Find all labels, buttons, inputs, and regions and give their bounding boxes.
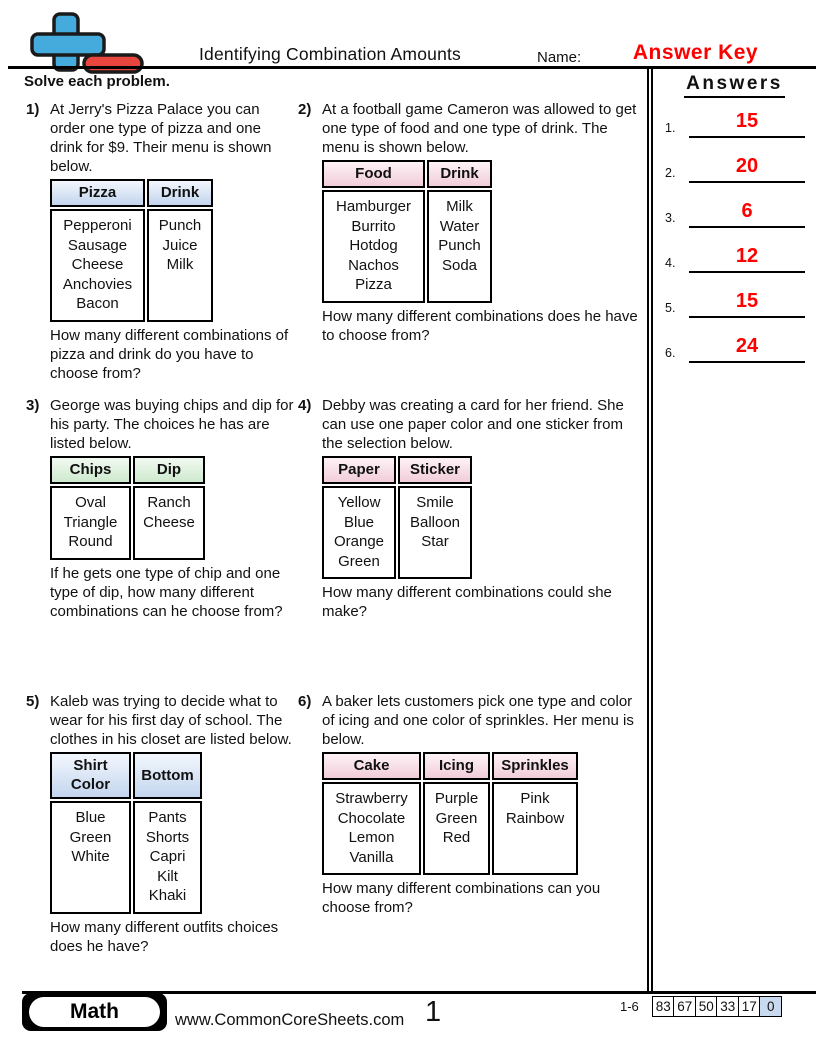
menu-table-cell (133, 801, 202, 914)
menu-table-header-row (50, 752, 202, 799)
menu-item: Red (442, 829, 471, 846)
menu-item: Triangle (63, 513, 118, 531)
answer-value: 15 (735, 290, 759, 312)
answer-item (665, 151, 813, 183)
menu-table-header-row (50, 456, 205, 484)
answer-number: 1. (665, 121, 676, 135)
score-cell: 0 (759, 996, 782, 1017)
site-url: www.CommonCoreSheets.com (175, 1011, 405, 1029)
menu-item: Ranch (147, 494, 191, 511)
menu-item: Juice (162, 236, 198, 254)
menu-item: Nachos (348, 256, 399, 274)
menu-table-body-row (322, 486, 472, 579)
menu-item: Blue (343, 513, 375, 531)
menu-item: Blue (75, 809, 106, 826)
answer-blank-line (689, 286, 805, 318)
problem-number: 5) (26, 693, 40, 710)
problem-question: How many different combinations does he have to choose from? (322, 307, 638, 344)
menu-table-header-cell: Cake (322, 752, 421, 780)
menu-item: Milk (166, 256, 194, 273)
menu-table-cell (50, 801, 131, 914)
problem-3 (26, 396, 294, 621)
menu-table-header-cell: Shirt Color (50, 752, 131, 799)
menu-item: Cheese (143, 513, 195, 531)
menu-table-cell (147, 209, 213, 322)
score-cells (652, 996, 783, 1017)
menu-table-header-row (322, 752, 578, 780)
answer-blank-line (689, 241, 805, 273)
menu-item: Anchovies (62, 275, 133, 293)
answer-value: 15 (735, 110, 759, 132)
menu-table-body-row (50, 209, 213, 322)
menu-item: Star (421, 533, 449, 550)
menu-table-cell (50, 486, 131, 560)
menu-item: Round (68, 533, 113, 550)
menu-item: Pants (148, 809, 187, 826)
menu-table (320, 750, 580, 877)
menu-table-header-row (50, 179, 213, 207)
menu-table-cell (427, 190, 492, 303)
menu-item: Pepperoni (63, 217, 132, 234)
menu-table-header-cell: Bottom (133, 752, 202, 799)
menu-table-header-cell: Dip (133, 456, 205, 484)
menu-table-header-cell: Sprinkles (492, 752, 578, 780)
menu-item: Capri (149, 848, 186, 865)
page-title: Identifying Combination Amounts (198, 44, 462, 64)
menu-item: Sausage (67, 236, 128, 254)
problem-text: George was buying chips and dip for his party. The choices he has are listed below. (50, 397, 294, 452)
answer-item (665, 286, 813, 318)
menu-table (48, 750, 204, 916)
problem-body (322, 692, 644, 917)
problem-question: How many different combinations can you choose from? (322, 880, 601, 916)
answer-value: 6 (741, 200, 753, 222)
answer-item (665, 196, 813, 228)
problem-number: 3) (26, 397, 40, 414)
menu-table-header-cell: Drink (427, 160, 492, 188)
menu-item: Purple (434, 790, 479, 807)
math-badge-label: Math (29, 997, 160, 1027)
problem-5 (26, 692, 294, 956)
menu-item: Punch (158, 217, 202, 234)
menu-item: White (71, 848, 110, 865)
menu-item: Green (69, 828, 112, 846)
answers-heading: Answers (684, 73, 785, 98)
menu-table-header-cell: Icing (423, 752, 490, 780)
name-label: Name: (537, 49, 582, 66)
problem-body (50, 100, 294, 383)
menu-item: Cheese (71, 256, 124, 273)
menu-item: Milk (446, 198, 473, 215)
problem-number: 6) (298, 693, 312, 710)
menu-item: Smile (416, 494, 454, 511)
problem-question: If he gets one type of chip and one type of dip, how many different combinations can he choose from? (50, 564, 283, 620)
answer-value: 20 (735, 155, 759, 177)
answer-blank-line (689, 151, 805, 183)
score-strip (620, 996, 782, 1017)
answer-value: 24 (735, 335, 759, 357)
problem-text: Kaleb was trying to decide what to wear for his first day of school. The clothes in his closet are listed below. (50, 693, 292, 748)
menu-item: Vanilla (349, 848, 394, 866)
answer-number: 4. (665, 256, 676, 270)
answers-sidebar (647, 69, 816, 992)
menu-table-body-row (322, 782, 578, 875)
menu-item: Balloon (409, 513, 461, 531)
answer-number: 3. (665, 211, 676, 225)
problem-number: 2) (298, 101, 312, 118)
menu-item: Pizza (355, 276, 392, 293)
problem-range-label: 1-6 (620, 999, 639, 1014)
score-cell: 83 (652, 996, 675, 1017)
answer-number: 5. (665, 301, 676, 315)
menu-table-header-cell: Food (322, 160, 425, 188)
menu-item: Burrito (351, 217, 396, 235)
menu-item: Lemon (348, 829, 395, 846)
problem-text: At Jerry's Pizza Palace you can order one type of pizza and one drink for $9. Their menu is shown below. (50, 101, 272, 175)
menu-item: Bacon (76, 295, 119, 312)
problem-number: 1) (26, 101, 40, 118)
problem-1 (26, 100, 294, 383)
problem-body (50, 692, 294, 956)
menu-item: Green (338, 552, 380, 570)
answer-item (665, 241, 813, 273)
menu-item: Pink (520, 790, 550, 807)
menu-item: Oval (75, 494, 106, 511)
menu-table-header-cell: Pizza (50, 179, 145, 207)
menu-item: Hamburger (335, 198, 412, 215)
score-cell: 67 (673, 996, 696, 1017)
menu-table-cell (50, 209, 145, 322)
menu-item: Strawberry (335, 790, 408, 807)
menu-item: Yellow (337, 494, 381, 511)
problem-6 (298, 692, 644, 917)
menu-table-header-cell: Drink (147, 179, 213, 207)
problem-body (50, 396, 294, 621)
problem-text: At a football game Cameron was allowed to get one type of food and one type of drink. The menu is shown below. (322, 101, 637, 156)
menu-item: Hotdog (349, 237, 398, 254)
problem-number: 4) (298, 397, 312, 414)
score-cell: 17 (738, 996, 761, 1017)
menu-table-header-cell: Chips (50, 456, 131, 484)
math-badge (22, 993, 167, 1031)
menu-table-cell (133, 486, 205, 560)
menu-table-header-cell: Paper (322, 456, 396, 484)
score-cell: 33 (716, 996, 739, 1017)
answer-value: 12 (735, 245, 759, 267)
menu-item: Punch (438, 237, 481, 254)
problem-question: How many different combinations could she make? (322, 584, 612, 620)
problem-text: Debby was creating a card for her friend. She can use one paper color and one sticker from the selection below. (322, 397, 624, 452)
menu-table (48, 177, 215, 324)
menu-table-cell (322, 782, 421, 875)
answer-number: 2. (665, 166, 676, 180)
menu-item: Shorts (145, 828, 190, 846)
menu-table-cell (423, 782, 490, 875)
menu-item: Rainbow (505, 809, 565, 827)
problem-question: How many different outfits choices does he have? (50, 918, 279, 955)
menu-table-header-cell: Sticker (398, 456, 472, 484)
menu-table-body-row (50, 486, 205, 560)
problem-4 (298, 396, 644, 621)
menu-item: Kilt (157, 867, 178, 885)
answer-number: 6. (665, 346, 676, 360)
problem-question: How many different combinations of pizza and drink do you have to choose from? (50, 326, 289, 382)
answer-blank-line (689, 106, 805, 138)
menu-table-body-row (50, 801, 202, 914)
answer-item (665, 331, 813, 363)
problem-text: A baker lets customers pick one type and color of icing and one color of sprinkles. Her menu is below. (322, 693, 634, 748)
menu-table-header-row (322, 456, 472, 484)
problem-body (322, 396, 644, 621)
menu-table-body-row (322, 190, 492, 303)
problem-2 (298, 100, 644, 345)
menu-item: Soda (441, 256, 478, 274)
menu-table-cell (322, 486, 396, 579)
menu-table-header-row (322, 160, 492, 188)
menu-table-cell (492, 782, 578, 875)
menu-item: Water (439, 217, 480, 235)
problem-body (322, 100, 644, 345)
menu-item: Green (435, 809, 478, 827)
menu-table (320, 158, 494, 305)
menu-table (320, 454, 474, 581)
instruction-text: Solve each problem. (24, 73, 170, 90)
menu-table (48, 454, 207, 562)
menu-item: Chocolate (337, 809, 406, 827)
menu-item: Khaki (148, 887, 187, 904)
name-value-answer-key: Answer Key (632, 41, 759, 64)
menu-item: Orange (333, 533, 385, 550)
answer-blank-line (689, 196, 805, 228)
answer-item (665, 106, 813, 138)
page-number: 1 (425, 996, 442, 1028)
menu-table-cell (322, 190, 425, 303)
answer-blank-line (689, 331, 805, 363)
menu-table-cell (398, 486, 472, 579)
score-cell: 50 (695, 996, 718, 1017)
